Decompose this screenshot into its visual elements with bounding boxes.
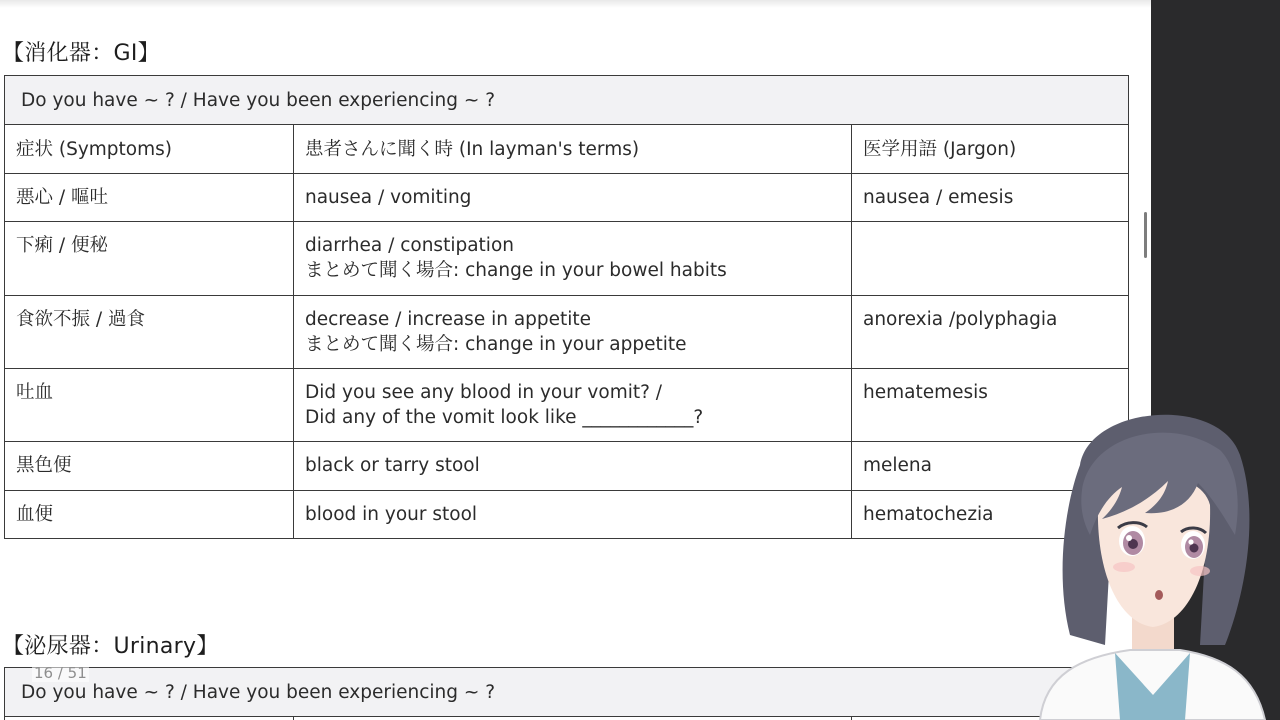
header-jargon: 医学用語 (Jargon) [852,125,1129,174]
header-row [5,717,1129,720]
question-row [5,76,1129,125]
previous-page-edge [0,0,1151,8]
table-row [5,222,1129,296]
jargon-cell: anorexia /polyphagia [863,309,1058,330]
layman-cell: black or tarry stool [305,455,480,476]
layman-cell: decrease / increase in appetite まとめて聞く場合: change in your appetite [305,309,687,355]
symptom-cell: 下痢 / 便秘 [16,235,108,256]
table-row [5,369,1129,442]
layman-cell: Did you see any blood in your vomit? / Did any of the vomit look like ____________? [305,382,704,428]
urinary-table [4,667,1129,720]
layman-cell: diarrhea / constipation まとめて聞く場合: change in your bowel habits [305,235,727,281]
table-row [5,174,1129,222]
symptom-cell: 悪心 / 嘔吐 [16,187,108,208]
jargon-cell: nausea / emesis [863,187,1014,208]
table-row [5,442,1129,491]
symptom-cell: 吐血 [16,382,54,403]
avatar [1020,395,1280,720]
gi-section-title: 【消化器：GI】 [2,41,160,66]
symptom-cell: 食欲不振 / 過食 [16,309,145,330]
layman-cell: nausea / vomiting [305,187,472,208]
scrollbar-thumb[interactable] [1144,212,1147,258]
urinary-section-title: 【泌尿器：Urinary】 [2,634,219,659]
header-row [5,125,1129,174]
header-symptoms: 症状 (Symptoms) [5,125,294,174]
jargon-cell: hematochezia [863,504,994,525]
table-row [5,296,1129,369]
page-counter: 16 / 51 [34,664,87,682]
jargon-cell: hematemesis [863,382,988,403]
symptom-cell: 黒色便 [16,455,72,476]
symptom-cell: 血便 [16,504,54,525]
question-cell: Do you have ~ ? / Have you been experiencing ~ ? [5,668,1129,717]
question-cell: Do you have ~ ? / Have you been experiencing ~ ? [5,76,1129,125]
jargon-cell: melena [863,455,932,476]
question-row [5,668,1129,717]
header-layman: 患者さんに聞く時 (In layman's terms) [294,125,852,174]
gi-table [4,75,1129,539]
jargon-cell [863,222,1117,233]
layman-cell: blood in your stool [305,504,478,525]
table-row [5,491,1129,539]
